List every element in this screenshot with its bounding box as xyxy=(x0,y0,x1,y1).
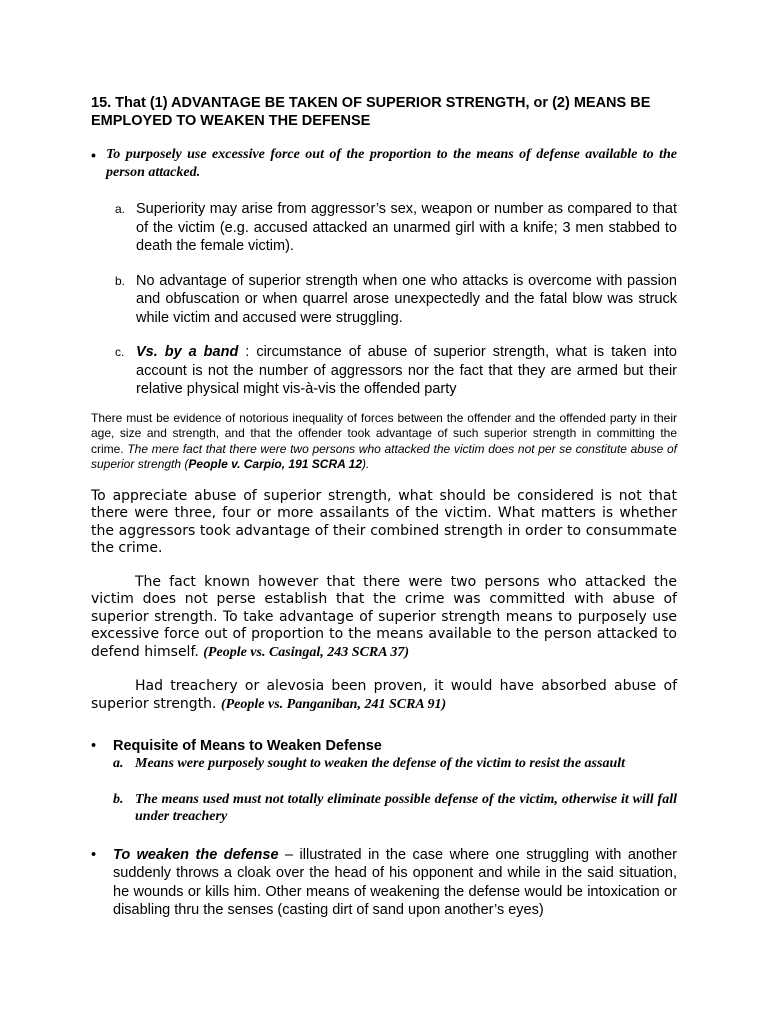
requisite-item-text: Means were purposely sought to weaken the defense of the victim to resist the assault xyxy=(135,756,626,772)
weaken-rest: – illustrated in the case where one struggling with another suddenly throws a cloak over the head of his opponent and while in the said situation, he wounds or kills him. Other means of weakening the defense would be intoxication or disabling thru the senses (casting dirt of sand upon another’s eyes) xyxy=(113,846,677,919)
note-close: ). xyxy=(362,457,370,472)
list-item-rest: : circumstance of abuse of superior strength, what is taken into account is not the number of aggressors nor the fact that they are armed but their relative physical might vis-à-vis the offended party xyxy=(136,344,677,397)
paragraph-two-persons xyxy=(91,574,677,662)
list-letter: a. xyxy=(115,202,126,216)
note-plain: There must be evidence of notorious inequality of forces between the offender and the offended party in their age, size and strength, and that the offender took advantage of such superior strength in committing the crime. xyxy=(91,410,677,456)
document-page xyxy=(91,94,677,920)
intro-text: To purposely use excessive force out of the proportion to the means of defense available to the person attacked. xyxy=(106,147,677,180)
evidence-note xyxy=(91,411,677,473)
list-letter: b. xyxy=(115,273,126,288)
paragraph-treachery xyxy=(91,678,677,713)
intro-bullet xyxy=(91,146,677,182)
list-item-text: Superiority may arise from aggressor’s sex, weapon or number as compared to that of the victim (e.g. accused attacked an unarmed girl with a knife; 3 men stabbed to death the female victim). xyxy=(136,201,677,254)
bullet-icon: • xyxy=(91,738,97,755)
requisite-title: Requisite of Means to Weaken Defense xyxy=(113,738,382,755)
note-italic: The mere fact that there were two persons who attacked the victim does not per se constitute abuse of superior strength ( xyxy=(91,441,678,472)
list-letter: c. xyxy=(115,345,125,359)
list-letter: b. xyxy=(113,791,124,807)
weaken-lead: To weaken the defense xyxy=(113,846,279,863)
paragraph-text: Had treachery or alevosia been proven, it would have absorbed abuse of superior strength. xyxy=(91,678,677,712)
list-item-lead: Vs. by a band xyxy=(136,344,239,360)
weaken-defense-bullet xyxy=(91,846,677,920)
bullet-icon: • xyxy=(91,147,96,163)
section-heading: 15. That (1) ADVANTAGE BE TAKEN OF SUPERIOR STRENGTH, or (2) MEANS BE EMPLOYED TO WEAKEN THE DEFENSE xyxy=(91,95,651,129)
paragraph-appreciate: To appreciate abuse of superior strength, what should be considered is not that there were three, four or more assailants of the victim. What matters is whether the aggressors took advantage of their combined strength in order to consummate the crime. xyxy=(91,487,677,557)
list-item-a xyxy=(115,200,677,256)
list-item-b xyxy=(115,272,677,328)
list-item-c xyxy=(115,343,677,399)
requisite-item-a xyxy=(113,755,677,773)
bullet-icon: • xyxy=(91,846,97,863)
case-citation: (People vs. Casingal, 243 SCRA 37) xyxy=(203,644,409,660)
requisite-item-b xyxy=(113,791,677,826)
list-item-text xyxy=(136,343,677,399)
requisite-item-text: The means used must not totally eliminate possible defense of the victim, otherwise it will fall under treachery xyxy=(135,791,677,825)
list-letter: a. xyxy=(113,756,124,772)
case-citation: (People vs. Panganiban, 241 SCRA 91) xyxy=(220,696,447,712)
note-citation: People v. Carpio, 191 SCRA 12 xyxy=(188,457,363,472)
paragraph-text: The fact known however that there were two persons who attacked the victim does not perse establish that the crime was committed with abuse of superior strength. To take advantage of superior strength means to purposely use excessive force out of proportion to the means available to the person attacked to defend himself. xyxy=(91,573,677,660)
list-item-text: No advantage of superior strength when one who attacks is overcome with passion and obfuscation or when quarrel arose unexpectedly and the fatal blow was struck while victim and accused were struggling. xyxy=(136,272,677,326)
requisite-bullet xyxy=(91,737,677,826)
weaken-defense-text xyxy=(113,846,677,920)
